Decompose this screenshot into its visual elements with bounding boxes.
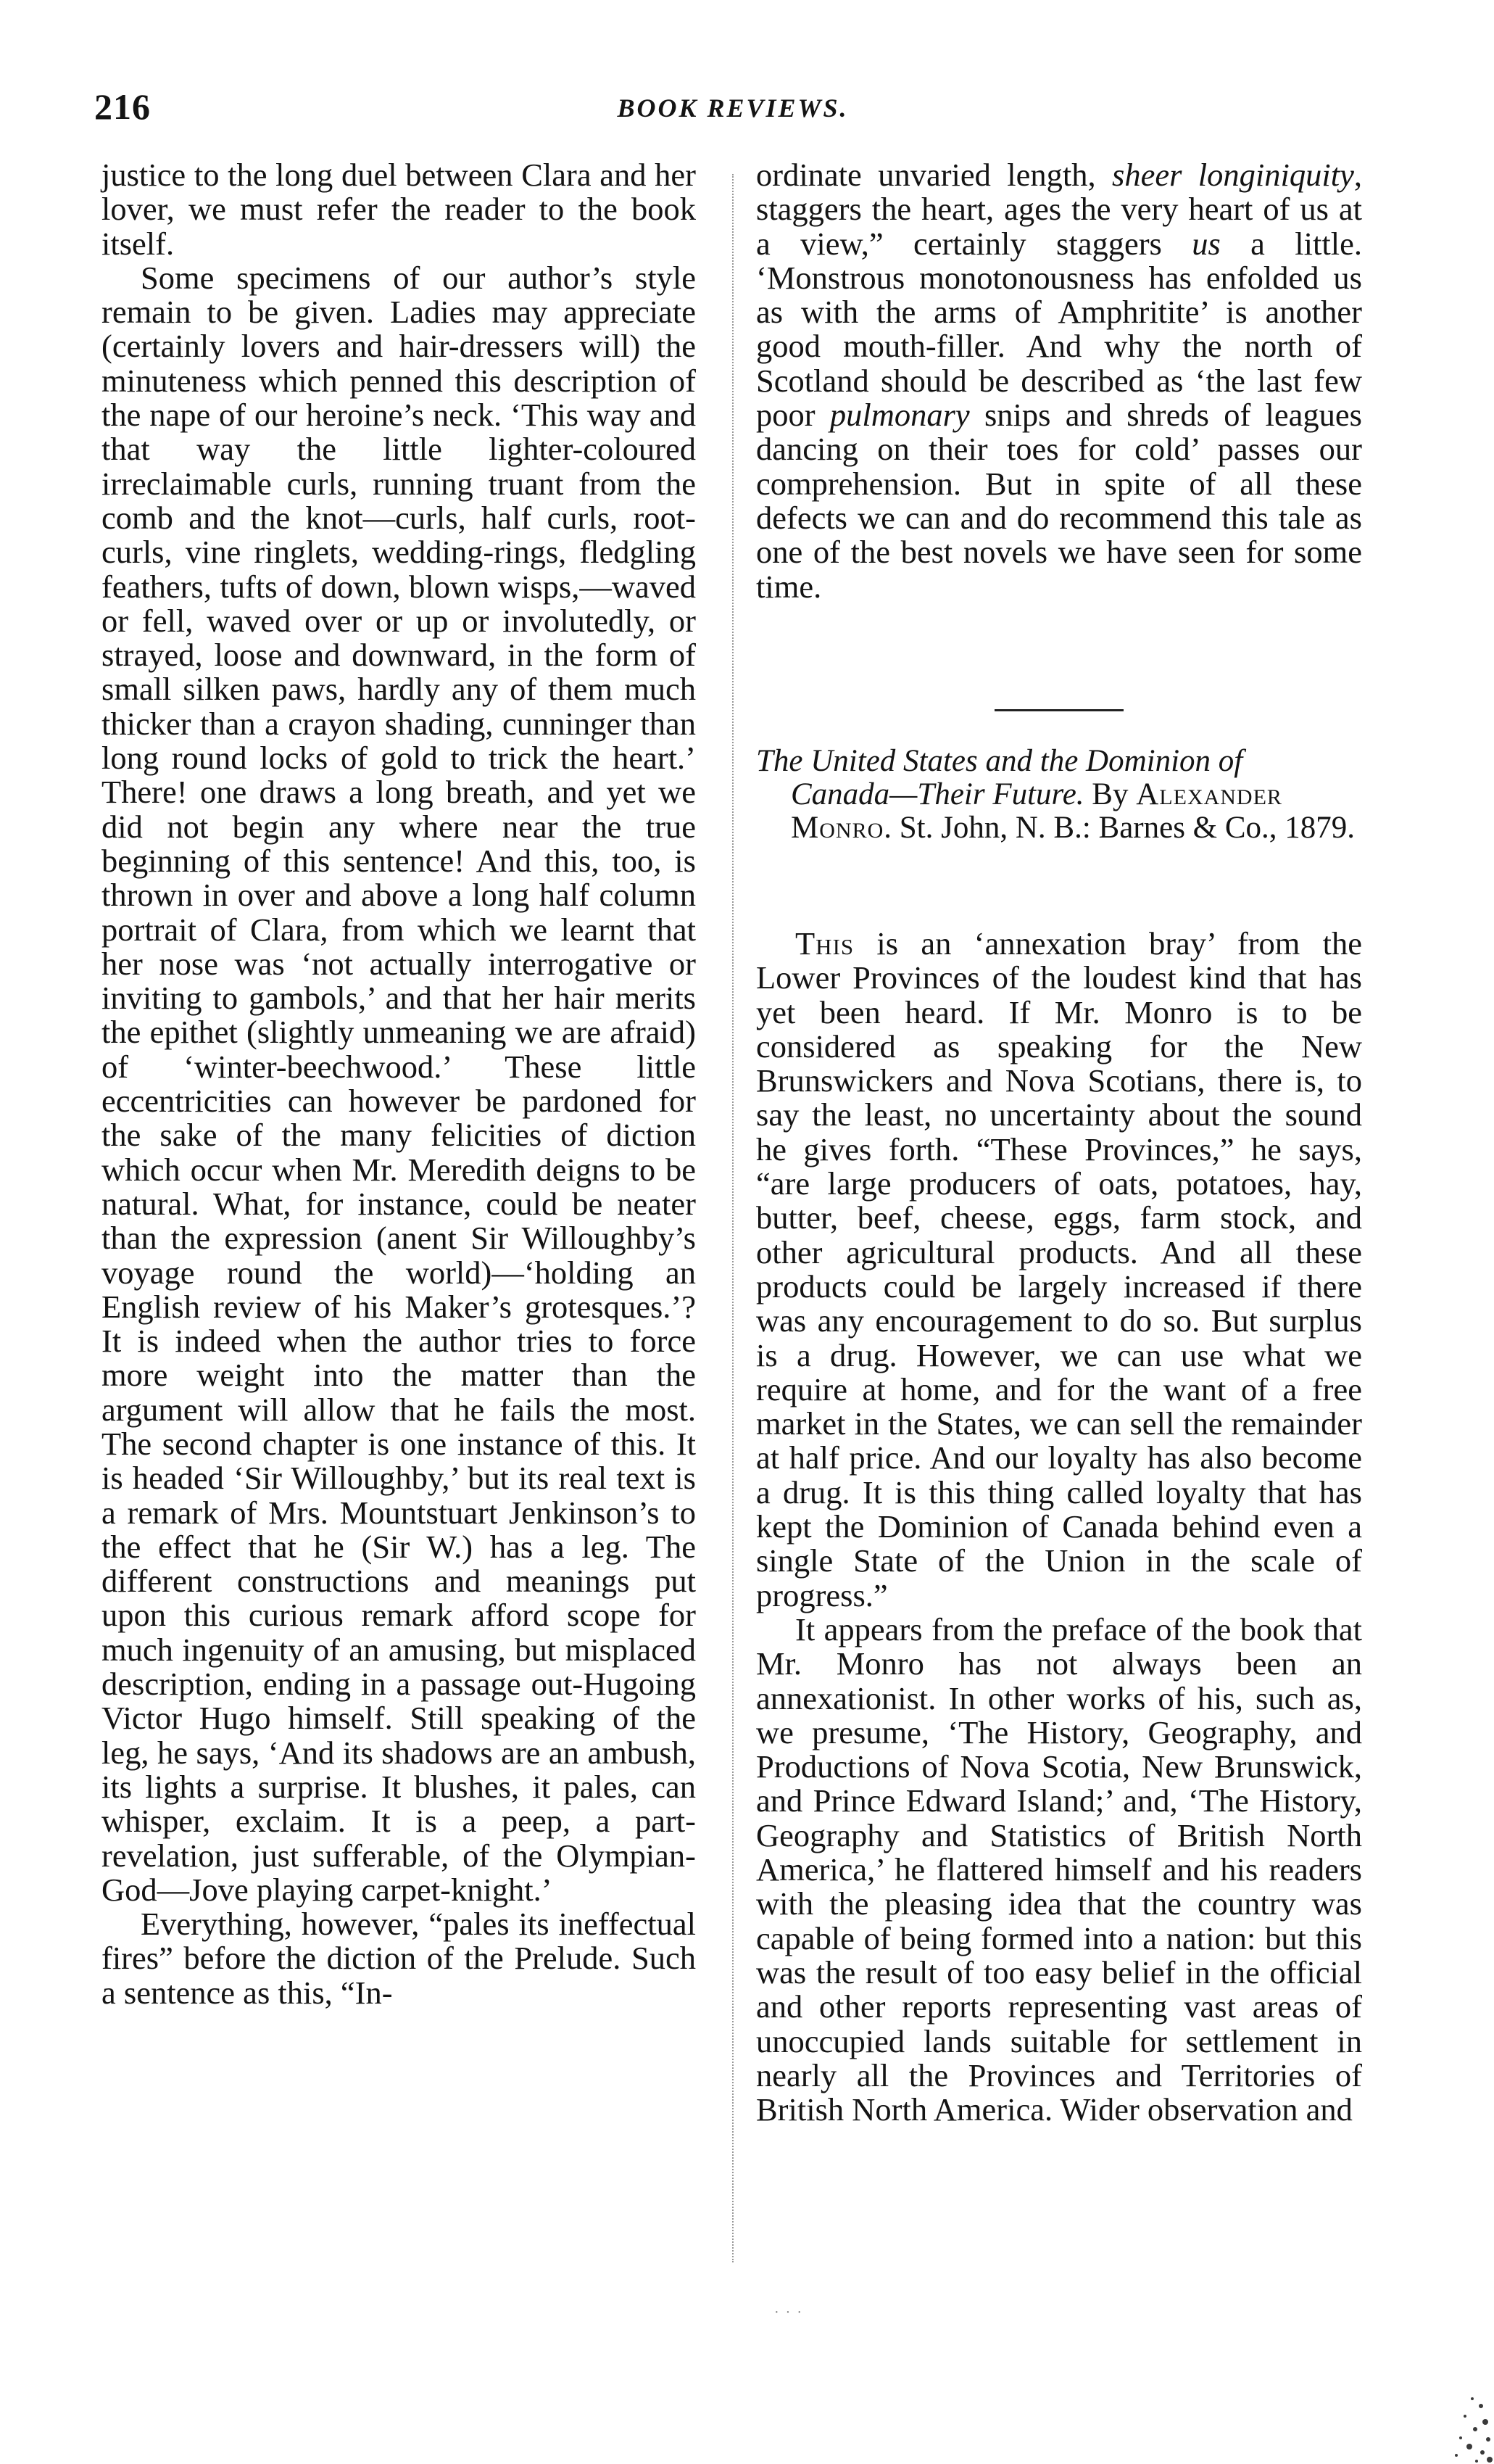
- lead-word: This: [795, 925, 855, 962]
- paragraph: It appears from the preface of the book that Mr. Monro has not always been an annexationist. In other works of his, such as, we presume, ‘The History, Geography, and Productions of Nova Scotia, New Brunswick, and Prince Edward Island;’ and, ‘The History, Geography and Statistics of British North America,’ he flattered himself and his readers with the pleasing idea that the country was capable of being formed into a nation: but this was the result of too easy belief in the official and other reports representing vast areas of unoccupied lands suitable for settlement in nearly all the Provinces and Territories of British North America. Wider observation and: [756, 1611, 1362, 2128]
- left-column: [101, 158, 696, 2010]
- italic-run: pulmonary: [829, 397, 970, 434]
- text-run: ordinate unvaried length,: [756, 157, 1113, 193]
- paragraph: Everything, however, “pales its ineffectual fires” before the diction of the Prelude. Such a sentence as this, “In-: [101, 1906, 696, 2011]
- text-run: By: [1084, 777, 1137, 811]
- paragraph: [756, 927, 1362, 1613]
- section-separator: [995, 709, 1124, 711]
- paragraph: [756, 158, 1362, 604]
- page-number: 216: [94, 86, 151, 127]
- text-run: a little. ‘Monstrous monotonousness has enfolded us as with the arms of Amphritite’ is another good mouth-filler. And why the north of Scotland should be described as ‘the last few poor: [756, 225, 1362, 434]
- text-run: snips and shreds of leagues dancing on their toes for cold’ passes our comprehension. But in spite of all these defects we can and do recommend this tale as one of the best novels we have seen for some time.: [756, 397, 1362, 605]
- review-heading: [756, 745, 1362, 845]
- running-head: BOOK REVIEWS.: [617, 94, 849, 123]
- paragraph: justice to the long duel between Clara and her lover, we must refer the reader to the book itself.: [101, 157, 696, 262]
- italic-run: us: [1192, 225, 1221, 262]
- right-column-top: [756, 158, 1362, 604]
- right-column-body: [756, 927, 1362, 2127]
- paragraph: Some specimens of our author’s style remain to be given. Ladies may appreciate (certainly lovers and hair-dressers will) the minuteness which penned this description of the nape of our heroine’s neck. ‘This way and that way the little lighter-coloured irreclaimable curls, running truant from the comb and the knot—curls, half curls, root-curls, vine ringlets, wedding-rings, fledgling feathers, tufts of down, blown wisps,—waved or fell, waved over or up or involutedly, or strayed, loose and downward, in the form of small silken paws, hardly any of them much thicker than a crayon shading, cunninger than long round locks of gold to trick the heart.’ There! one draws a long breath, and yet we did not begin any where near the true beginning of this sentence! And this, too, is thrown in over and above a long half column portrait of Clara, from which we learnt that her nose was ‘not actually interrogative or inviting to gambols,’ and that her hair merits the epithet (slightly unmeaning we are afraid) of ‘winter-beechwood.’ These little eccentricities can however be pardoned for the sake of the many felicities of diction which occur when Mr. Meredith deigns to be natural. What, for instance, could be neater than the expression (anent Sir Willoughby’s voyage round the world)—‘holding an English review of his Maker’s grotesques.’? It is indeed when the author tries to force more weight into the matter than the argument will allow that he fails the most. The second chapter is one instance of this. It is headed ‘Sir Willoughby,’ but its real text is a remark of Mrs. Mountstuart Jenkinson’s to the effect that he (Sir W.) has a leg. The different constructions and meanings put upon this curious remark afford scope for much ingenuity of an amusing, but misplaced description, ending in a passage out-Hugoing Victor Hugo himself. Still speaking of the leg, he says, ‘And its shadows are an ambush, its lights a surprise. It blushes, it pales, can whisper, exclaim. It is a peep, a part-revelation, just sufferable, of the Olympian-God—Jove playing carpet-knight.’: [101, 259, 696, 1908]
- book-imprint: . St. John, N. B.: Barnes & Co., 1879.: [884, 811, 1356, 845]
- column-divider: [732, 174, 734, 2262]
- scan-noise-mark: [1443, 2384, 1494, 2464]
- book-title-cont: Canada—Their Future.: [791, 777, 1084, 811]
- book-author: Alexander Monro: [791, 777, 1282, 845]
- italic-run: sheer longiniquity: [1112, 157, 1354, 193]
- text-run: is an ‘annexation bray’ from the Lower Provinces of the loudest kind that has yet been heard. If Mr. Monro is to be considered as speaking for the New Brunswickers and Nova Scotians, there is, to say the least, no uncertainty about the sound he gives forth. “These Provinces,” he says, “are large producers of oats, potatoes, hay, butter, beef, cheese, eggs, farm stock, and other agricultural products. And all these products could be largely increased if there was any encouragement to do so. But surplus is a drug. However, we can use what we require at home, and for the want of a free market in the States, we can sell the remainder at half price. And our loyalty has also become a drug. It is this thing called loyalty that has kept the Dominion of Canada behind even a single State of the Union in the scale of progress.”: [756, 925, 1362, 1613]
- book-title: The United States and the Dominion of: [756, 744, 1243, 778]
- book-citation: [756, 778, 1362, 845]
- page-header: [94, 86, 1371, 129]
- print-artifact: · · ·: [774, 2304, 803, 2320]
- text-run: , staggers the heart, ages the very heart of us at a view,” certainly staggers: [756, 157, 1362, 262]
